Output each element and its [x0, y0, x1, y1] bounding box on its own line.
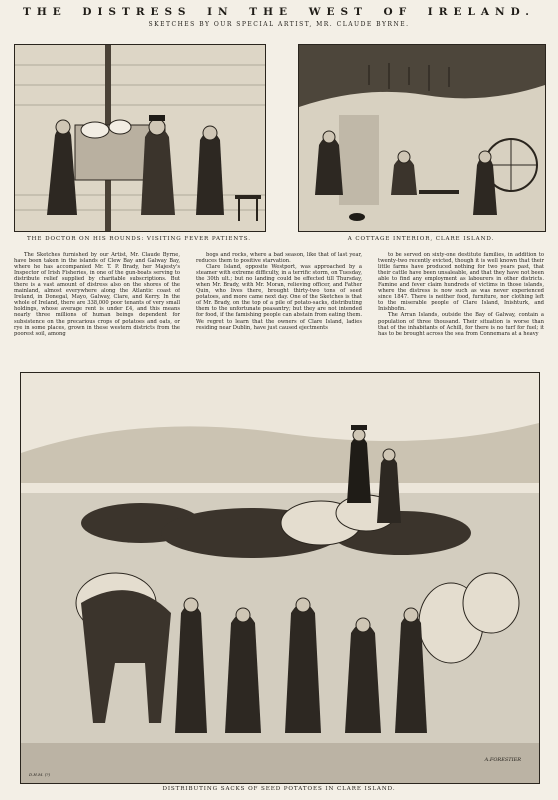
article-column-1	[14, 252, 180, 354]
caption-doctor-rounds: THE DOCTOR ON HIS ROUNDS: VISITING FEVER PATIENTS.	[27, 236, 251, 242]
page-title: THE DISTRESS IN THE WEST OF IRELAND.	[23, 6, 535, 18]
article-paragraph: bogs and rocks, where a bad season, like that of last year, reduces them to positive starvation.	[196, 252, 362, 265]
article-column-2	[196, 252, 362, 354]
engraver-mark: D.H.M. (?)	[29, 772, 50, 777]
engraving-crowd-scene	[21, 373, 539, 783]
article-paragraph: The Sketches furnished by our Artist, Mr. Claude Byrne, have been taken in the islands of Clew Bay and Galway Bay, where he has accompanied Mr. T. P. Brady, her Majesty's Inspector of Irish Fisheries, in one of the gun-boats serving to distribute relief supplied by charitable subscriptions. But there is a vast amount of distress also on the shores of the mainland, almost everywhere along the Atlantic coast of Ireland, in Donegal, Mayo, Galway, Clare, and Kerry. In the whole of Ireland, there are 338,000 poor tenants of very small holdings, whose average rent is under £4, and this means nearly three millions of human beings dependent for subsistence on the precarious crops of potatoes and oats, or rye in some places, grown in these western districts from the poorest soil, among	[14, 252, 180, 337]
article-paragraph: to be served on sixty-one destitute families, in addition to twenty-two recently evicted, though it is well known that their little farms have produced nothing for two years past, that their cattle have been unsaleable, and that they have not been able to find any employment as labourers in other districts. Famine and fever claim hundreds of victims in those islands, where the distress is now such as was never experienced since 1847. There is neither food, furniture, nor clothing left to the miserable people of Clare Island, Inishturk, and Inishbofin.	[378, 252, 544, 313]
engraving-cottage-scene	[299, 45, 545, 231]
illustration-cottage-interior	[298, 44, 546, 232]
page-subtitle: SKETCHES BY OUR SPECIAL ARTIST, MR. CLAUDE BYRNE.	[148, 21, 410, 28]
illustration-seed-potatoes	[20, 372, 540, 784]
illustration-doctor-rounds	[14, 44, 266, 232]
engraving-doctor-scene	[15, 45, 265, 231]
caption-seed-potatoes: DISTRIBUTING SACKS OF SEED POTATOES IN CLARE ISLAND.	[162, 786, 396, 792]
article-column-3	[378, 252, 544, 354]
caption-cottage-interior: A COTTAGE INTERIOR, CLARE ISLAND.	[347, 236, 495, 242]
artist-signature: A.FORESTIER	[484, 757, 521, 763]
article-paragraph: The Arran Islands, outside the Bay of Galway, contain a population of three thousand. Their situation is worse than that of the inhabitants of Achill, for there is no turf for fuel; it has to be brought across the sea from Connemara at a heavy	[378, 312, 544, 337]
article-paragraph: Clare Island, opposite Westport, was approached by a steamer with extreme difficulty, in a terrific storm, on Tuesday, the 30th ult.; but no landing could be effected till Thursday, when Mr. Brady, with Mr. Moran, relieving officer, and Father Quin, who lives there, brought thirty-two tons of seed potatoes, and more came next day. One of the Sketches is that of Mr. Brady, on the top of a pile of potato-sacks, distributing them to the unfortunate peasantry; but they are not intended for food, if the famishing people can abstain from eating them. We regret to learn that the owners of Clare Island, ladies residing near Dublin, have just caused ejectments	[196, 264, 362, 331]
